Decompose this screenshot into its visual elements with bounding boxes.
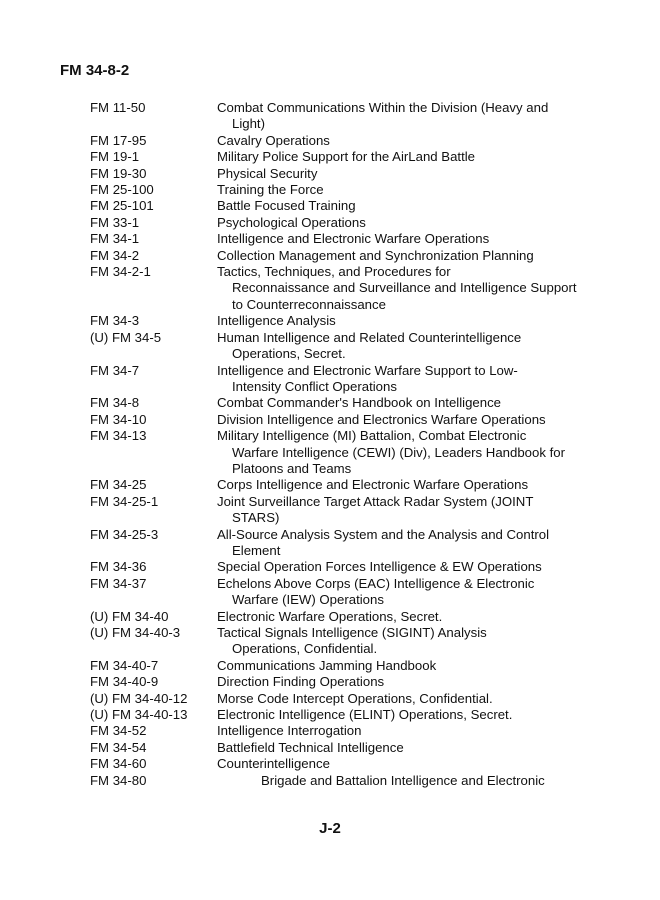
- reference-title-line: Collection Management and Synchronization Planning: [217, 247, 534, 263]
- reference-title-line: Military Intelligence (MI) Battalion, Combat Electronic: [217, 428, 527, 444]
- reference-title: [217, 231, 610, 247]
- reference-title: [217, 559, 610, 575]
- reference-title-line: Special Operation Forces Intelligence & EW Operations: [217, 559, 542, 575]
- reference-title-line: Combat Communications Within the Division (Heavy and: [217, 100, 549, 115]
- reference-title-line: Battlefield Technical Intelligence: [217, 739, 404, 755]
- reference-title-line: Electronic Intelligence (ELINT) Operations, Secret.: [217, 707, 513, 723]
- reference-row: [90, 248, 610, 264]
- reference-title: [217, 166, 610, 182]
- reference-number: FM 34-52: [90, 723, 147, 739]
- reference-row: [90, 625, 610, 658]
- reference-number: FM 34-1: [90, 231, 140, 247]
- reference-number: (U) FM 34-5: [90, 329, 162, 345]
- reference-title: [217, 198, 610, 214]
- reference-title: [217, 658, 610, 674]
- reference-row: [90, 773, 610, 789]
- reference-number: FM 34-8: [90, 395, 140, 411]
- reference-title-continuation: Operations, Confidential.: [232, 641, 378, 657]
- reference-row: [90, 756, 610, 772]
- reference-title-line: Brigade and Battalion Intelligence and Electronic: [261, 772, 545, 788]
- reference-row: [90, 182, 610, 198]
- reference-row: [90, 494, 610, 527]
- reference-number: FM 34-25-1: [90, 493, 159, 509]
- reference-row: [90, 658, 610, 674]
- reference-title-line: Joint Surveillance Target Attack Radar System (JOINT: [217, 493, 534, 509]
- reference-title: [217, 428, 610, 477]
- reference-row: [90, 231, 610, 247]
- reference-title-line: Psychological Operations: [217, 214, 366, 230]
- reference-title-continuation: Warfare Intelligence (CEWI) (Div), Leaders Handbook for: [232, 444, 565, 460]
- reference-title: [217, 740, 610, 756]
- reference-title: [217, 313, 610, 329]
- reference-number: FM 34-36: [90, 559, 147, 575]
- reference-title-line: Physical Security: [217, 165, 318, 181]
- reference-number: FM 34-25-3: [90, 526, 159, 542]
- reference-row: [90, 477, 610, 493]
- reference-number: (U) FM 34-40-13: [90, 707, 188, 723]
- reference-row: [90, 215, 610, 231]
- reference-number: (U) FM 34-40-3: [90, 625, 181, 640]
- reference-title: [217, 248, 610, 264]
- reference-title-line: All-Source Analysis System and the Analysis and Control: [217, 526, 550, 542]
- reference-number: (U) FM 34-40-12: [90, 690, 188, 706]
- reference-row: [90, 264, 610, 313]
- reference-row: [90, 527, 610, 560]
- reference-title: [217, 182, 610, 198]
- reference-title-continuation: to Counterreconnaissance: [232, 296, 386, 312]
- reference-title: [217, 576, 610, 609]
- reference-row: [90, 198, 610, 214]
- reference-title: [217, 264, 610, 313]
- reference-title-line: Communications Jamming Handbook: [217, 657, 437, 673]
- reference-title: [217, 494, 610, 527]
- reference-title-line: Tactical Signals Intelligence (SIGINT) Analysis: [217, 625, 487, 640]
- reference-title: [217, 412, 610, 428]
- reference-number: FM 34-25: [90, 477, 147, 493]
- reference-number: FM 34-40-9: [90, 674, 159, 690]
- reference-number: FM 34-40-7: [90, 657, 159, 673]
- reference-title: [217, 527, 610, 560]
- reference-title-continuation: STARS): [232, 510, 280, 526]
- reference-title-line: Electronic Warfare Operations, Secret.: [217, 608, 443, 624]
- reference-row: [90, 428, 610, 477]
- reference-title: [217, 609, 610, 625]
- reference-title: [217, 477, 610, 493]
- reference-title-continuation: Light): [232, 116, 265, 132]
- reference-number: FM 33-1: [90, 214, 140, 230]
- reference-row: [90, 100, 610, 133]
- reference-title: [217, 674, 610, 690]
- reference-title-line: Human Intelligence and Related Counterintelligence: [217, 329, 522, 345]
- reference-title: [217, 723, 610, 739]
- reference-row: [90, 740, 610, 756]
- reference-title-continuation: Intensity Conflict Operations: [232, 378, 397, 394]
- reference-title: [217, 149, 610, 165]
- reference-row: [90, 412, 610, 428]
- reference-title-line: Intelligence Interrogation: [217, 723, 362, 739]
- reference-title-line: Combat Commander's Handbook on Intelligence: [217, 395, 502, 411]
- reference-row: [90, 363, 610, 396]
- reference-title: [217, 756, 610, 772]
- reference-row: [90, 674, 610, 690]
- reference-title-line: Tactics, Techniques, and Procedures for: [217, 264, 451, 280]
- reference-title: [217, 707, 610, 723]
- reference-title-line: Direction Finding Operations: [217, 674, 385, 690]
- reference-number: FM 25-100: [90, 182, 154, 198]
- reference-number: FM 34-2-1: [90, 264, 151, 280]
- reference-number: FM 34-13: [90, 428, 147, 444]
- reference-row: [90, 395, 610, 411]
- reference-row: [90, 149, 610, 165]
- document-id: FM 34-8-2: [60, 62, 130, 79]
- reference-list: [90, 100, 610, 789]
- reference-title: [217, 625, 610, 658]
- reference-number: FM 34-7: [90, 362, 140, 378]
- reference-title-continuation: Element: [232, 542, 281, 558]
- reference-number: FM 25-101: [90, 198, 154, 214]
- reference-title-line: Intelligence and Electronic Warfare Support to Low-: [217, 362, 518, 378]
- reference-title: [217, 133, 610, 149]
- reference-row: [90, 707, 610, 723]
- reference-title-continuation: Warfare (IEW) Operations: [232, 592, 384, 608]
- reference-row: [90, 576, 610, 609]
- reference-row: [90, 133, 610, 149]
- reference-title-line: Battle Focused Training: [217, 198, 356, 214]
- reference-title: [217, 100, 610, 133]
- reference-title-continuation: Operations, Secret.: [232, 346, 346, 362]
- reference-number: FM 34-80: [90, 772, 147, 788]
- reference-title: [217, 363, 610, 396]
- reference-number: FM 11-50: [90, 100, 146, 115]
- reference-title-line: Military Police Support for the AirLand Battle: [217, 149, 476, 165]
- reference-number: FM 19-1: [90, 149, 140, 165]
- reference-number: FM 34-3: [90, 313, 140, 329]
- reference-title: [217, 330, 610, 363]
- reference-row: [90, 609, 610, 625]
- reference-number: FM 34-37: [90, 575, 147, 591]
- reference-number: FM 34-10: [90, 411, 147, 427]
- reference-number: FM 17-95: [90, 132, 147, 148]
- reference-title-line: Cavalry Operations: [217, 132, 330, 148]
- reference-row: [90, 723, 610, 739]
- reference-number: FM 19-30: [90, 165, 147, 181]
- reference-title-line: Intelligence and Electronic Warfare Operations: [217, 231, 490, 247]
- reference-number: FM 34-60: [90, 756, 147, 772]
- reference-title-line: Division Intelligence and Electronics Warfare Operations: [217, 411, 546, 427]
- reference-number: (U) FM 34-40: [90, 608, 169, 624]
- reference-title-line: Counterintelligence: [217, 756, 330, 772]
- reference-title-line: Intelligence Analysis: [217, 313, 336, 329]
- reference-title-line: Echelons Above Corps (EAC) Intelligence & Electronic: [217, 575, 535, 591]
- reference-row: [90, 330, 610, 363]
- reference-title: [217, 773, 610, 789]
- reference-title-line: Training the Force: [217, 182, 324, 198]
- reference-title: [217, 215, 610, 231]
- reference-row: [90, 559, 610, 575]
- reference-row: [90, 166, 610, 182]
- reference-number: FM 34-54: [90, 739, 147, 755]
- page-number: J-2: [319, 820, 341, 837]
- reference-title: [217, 691, 610, 707]
- reference-row: [90, 313, 610, 329]
- reference-title-line: Morse Code Intercept Operations, Confidential.: [217, 690, 493, 706]
- reference-title-line: Corps Intelligence and Electronic Warfare Operations: [217, 477, 529, 493]
- reference-title-continuation: Reconnaissance and Surveillance and Intelligence Support: [232, 280, 577, 296]
- reference-row: [90, 691, 610, 707]
- reference-number: FM 34-2: [90, 247, 140, 263]
- reference-title: [217, 395, 610, 411]
- reference-title-continuation: Platoons and Teams: [232, 460, 352, 476]
